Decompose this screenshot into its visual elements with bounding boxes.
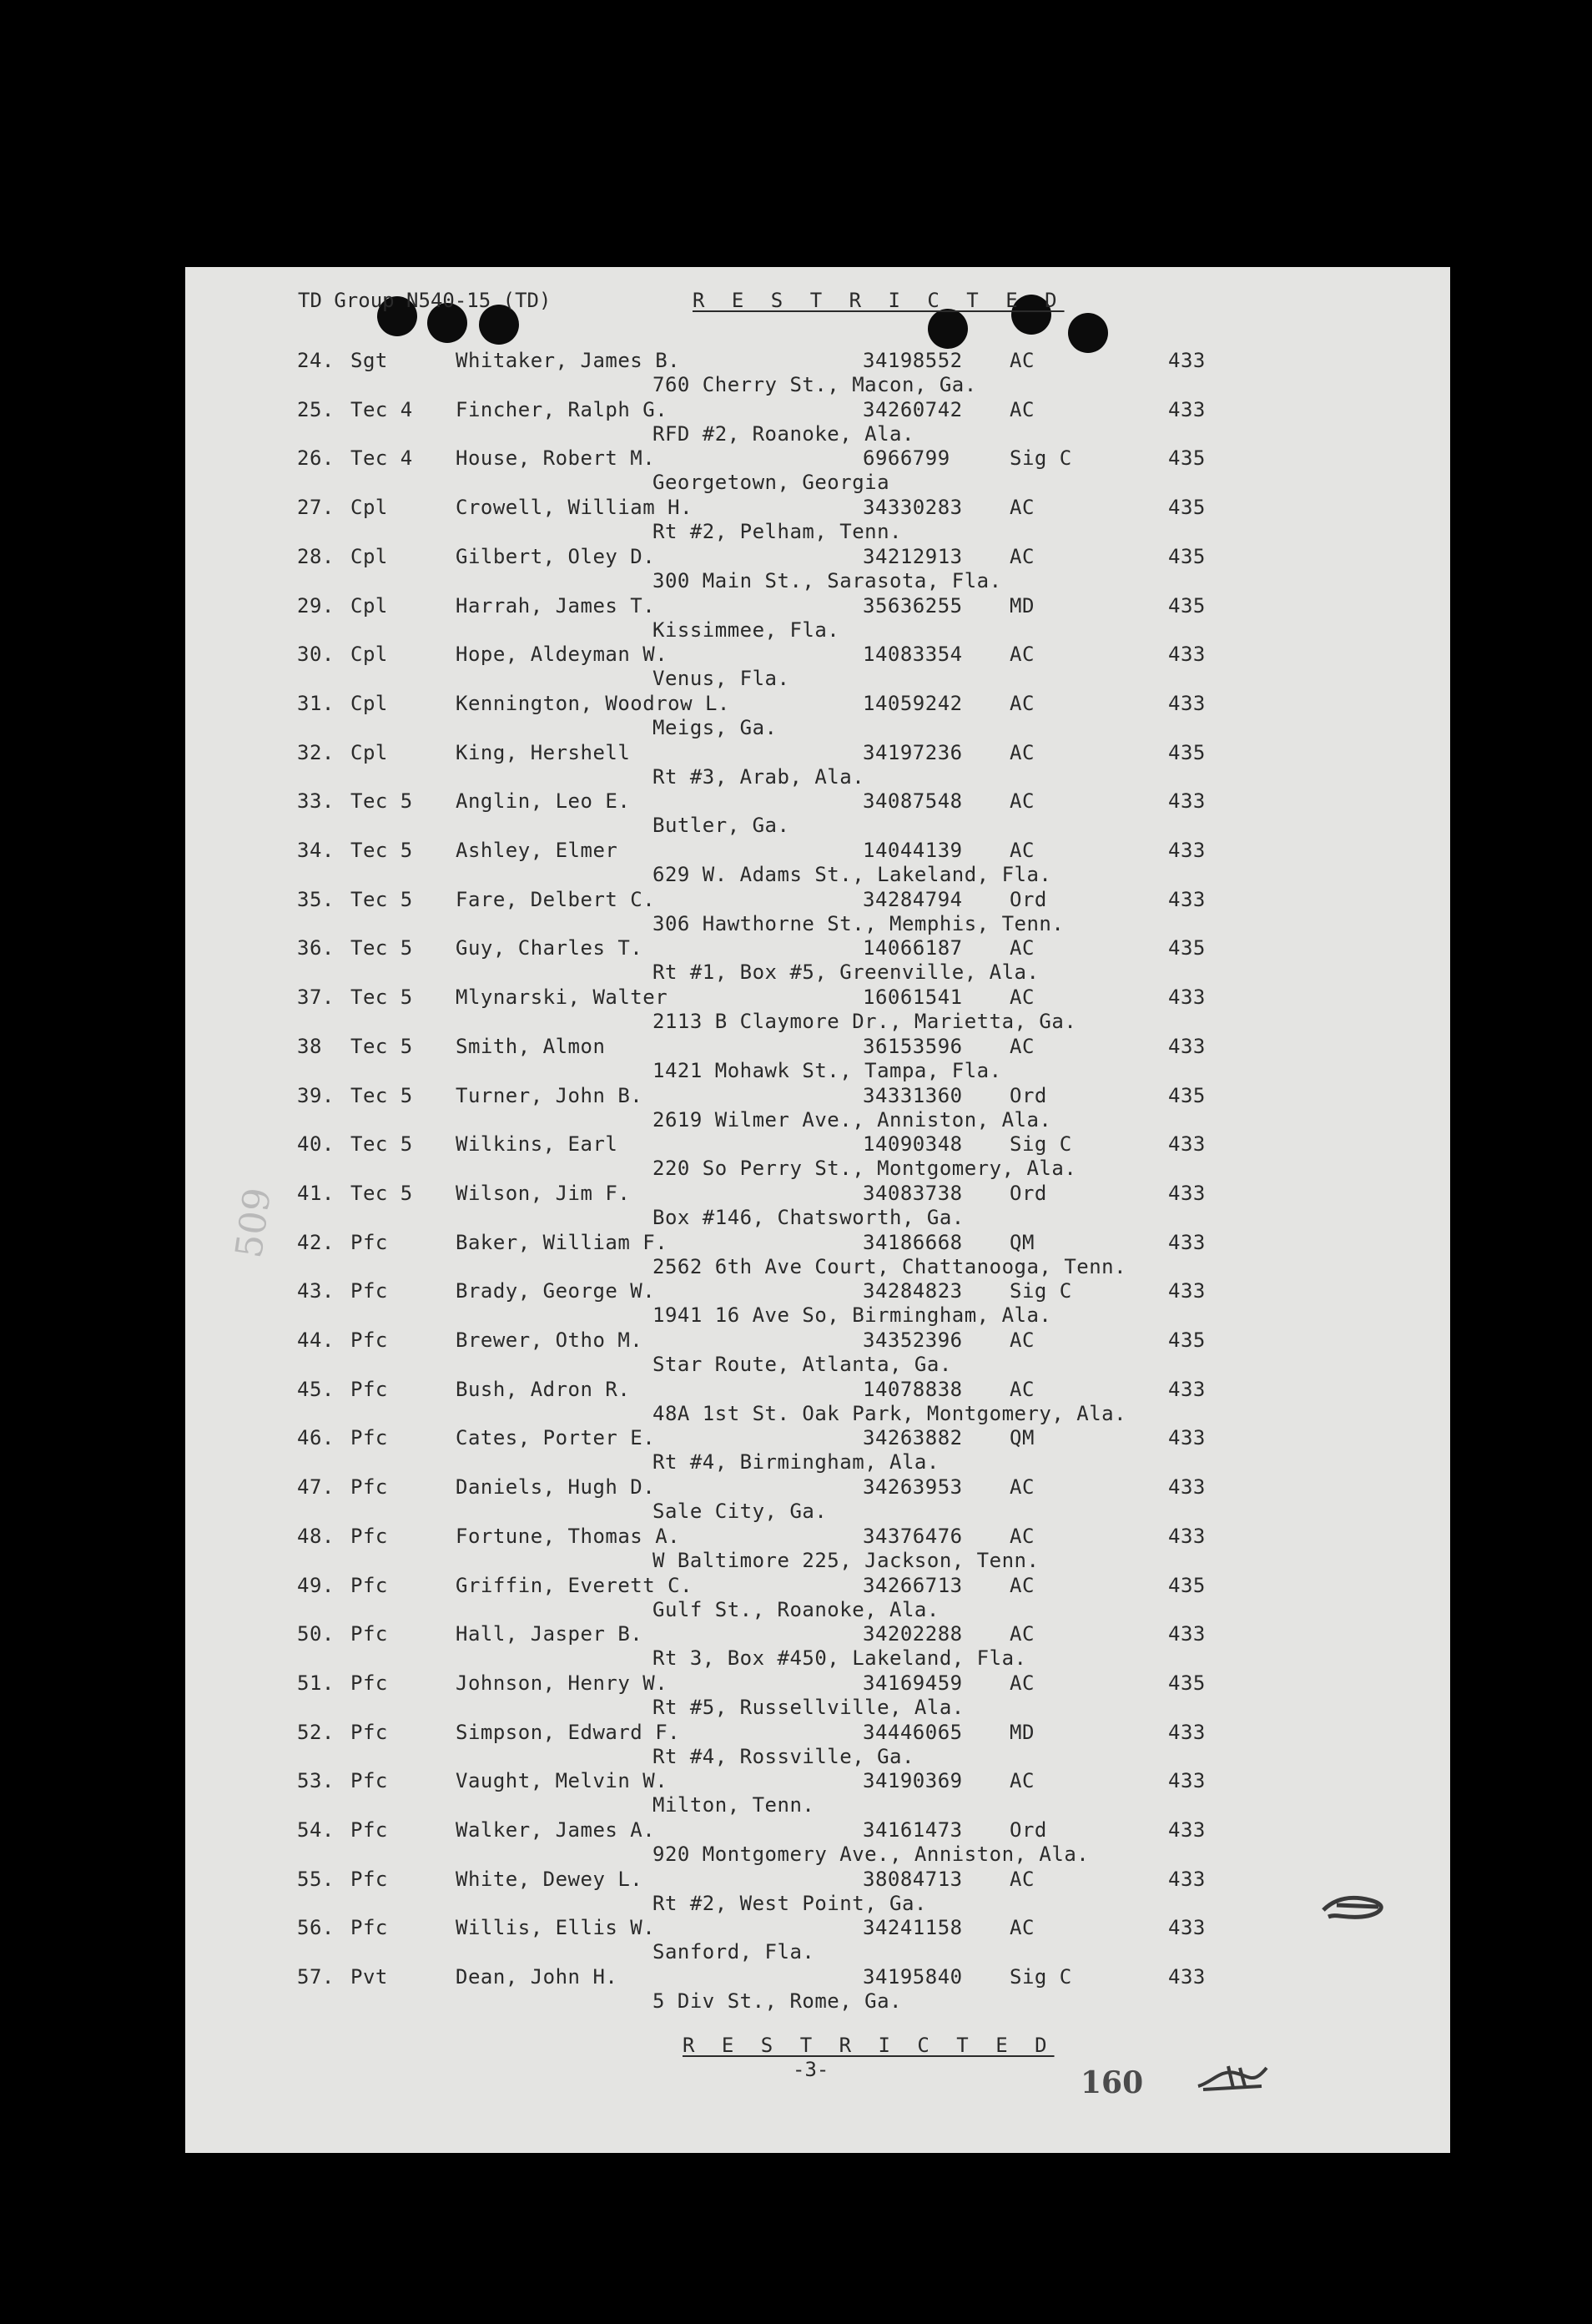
entry-name: Harrah, James T. [456,593,656,618]
entry-serial: 14090348 [863,1132,963,1157]
entry-serial: 14066187 [863,936,963,960]
entry-name: Guy, Charles T. [456,936,643,960]
entry-number: 39. [297,1083,335,1107]
entry-serial: 34186668 [863,1230,963,1254]
entry-branch: AC [1010,349,1035,372]
entry-name: House, Robert M. [456,446,656,471]
entry-name: Cates, Porter E. [456,1426,656,1450]
group-header: TD Group N540-15 (TD) [298,289,552,312]
entry-branch: AC [1010,1475,1035,1500]
entry-address: Rt #1, Box #5, Greenville, Ala. [652,960,1040,985]
entry-rank: Pfc [350,1671,388,1695]
entry-name: Vaught, Melvin W. [456,1769,668,1793]
entry-rank: Tec 4 [350,397,413,421]
entry-branch: Sig C [1010,1279,1072,1303]
entry-code: 435 [1168,740,1206,764]
classification-header: R E S T R I C T E D [693,289,1065,312]
entry-code: 435 [1168,1083,1206,1107]
entry-code: 433 [1168,1965,1206,1989]
entry-branch: AC [1010,496,1035,520]
entry-address: Rt #5, Russellville, Ala. [652,1695,965,1719]
entry-name: Fortune, Thomas A. [456,1524,681,1548]
entry-name: Fincher, Ralph G. [456,397,668,421]
entry-serial: 34212913 [863,544,963,568]
entry-address: 760 Cherry St., Macon, Ga. [652,373,977,396]
entry-branch: AC [1010,789,1035,814]
entry-branch: Ord [1010,1083,1047,1107]
entry-branch: AC [1010,643,1035,667]
entry-address: Rt 3, Box #450, Lakeland, Fla. [652,1646,1027,1671]
entry-serial: 34266713 [863,1573,963,1597]
entry-code: 433 [1168,1377,1206,1401]
entry-name: Willis, Ellis W. [456,1916,656,1940]
entry-rank: Tec 5 [350,936,413,960]
entry-rank: Pfc [350,1720,388,1744]
entry-serial: 34352396 [863,1328,963,1352]
entry-rank: Tec 5 [350,986,413,1010]
entry-number: 48. [297,1524,335,1548]
entry-code: 433 [1168,986,1206,1010]
entry-name: King, Hershell [456,740,631,764]
entry-number: 53. [297,1769,335,1793]
entry-serial: 34260742 [863,397,963,421]
entry-serial: 34161473 [863,1818,963,1842]
entry-branch: AC [1010,544,1035,568]
entry-rank: Tec 5 [350,839,413,862]
entry-branch: Ord [1010,1818,1047,1842]
entry-serial: 34331360 [863,1083,963,1107]
entry-code: 433 [1168,1720,1206,1744]
entry-address: 220 So Perry St., Montgomery, Ala. [652,1157,1077,1181]
entry-number: 24. [297,349,335,372]
entry-branch: AC [1010,1034,1035,1058]
entry-name: Gilbert, Oley D. [456,544,656,568]
entry-code: 433 [1168,1769,1206,1793]
entry-rank: Pfc [350,1818,388,1842]
entry-branch: AC [1010,1769,1035,1793]
entry-code: 433 [1168,1475,1206,1500]
entry-branch: AC [1010,397,1035,421]
entry-serial: 34202288 [863,1622,963,1646]
entry-serial: 14083354 [863,643,963,667]
entry-address: Butler, Ga. [652,814,790,838]
entry-branch: Sig C [1010,446,1072,471]
entry-name: Ashley, Elmer [456,839,618,862]
entry-number: 57. [297,1965,335,1989]
entry-branch: AC [1010,691,1035,715]
entry-address: Rt #4, Rossville, Ga. [652,1744,914,1768]
entry-branch: MD [1010,593,1035,618]
entry-number: 31. [297,691,335,715]
entry-branch: QM [1010,1230,1035,1254]
entry-branch: AC [1010,1573,1035,1597]
entry-number: 44. [297,1328,335,1352]
entry-address: Sale City, Ga. [652,1500,828,1524]
margin-note: 509 [227,1185,280,1261]
entry-number: 45. [297,1377,335,1401]
entry-number: 33. [297,789,335,814]
entry-branch: QM [1010,1426,1035,1450]
entry-address: Box #146, Chatsworth, Ga. [652,1205,965,1229]
entry-code: 435 [1168,1573,1206,1597]
entry-name: Johnson, Henry W. [456,1671,668,1695]
entry-address: Sanford, Fla. [652,1940,815,1964]
entry-code: 435 [1168,446,1206,471]
entry-rank: Pvt [350,1965,388,1989]
entry-name: Smith, Almon [456,1034,606,1058]
entry-serial: 34284823 [863,1279,963,1303]
entry-rank: Sgt [350,349,388,372]
entry-name: Fare, Delbert C. [456,887,656,911]
entry-serial: 36153596 [863,1034,963,1058]
entry-rank: Tec 5 [350,1181,413,1205]
entry-code: 433 [1168,691,1206,715]
entry-code: 435 [1168,936,1206,960]
entry-address: Gulf St., Roanoke, Ala. [652,1597,940,1621]
entry-code: 433 [1168,349,1206,372]
entry-serial: 34263882 [863,1426,963,1450]
entry-code: 433 [1168,1181,1206,1205]
entry-serial: 34284794 [863,887,963,911]
entry-branch: AC [1010,1622,1035,1646]
entry-branch: AC [1010,1671,1035,1695]
entry-number: 54. [297,1818,335,1842]
entry-address: 2619 Wilmer Ave., Anniston, Ala. [652,1107,1052,1132]
entry-name: Crowell, William H. [456,496,693,520]
initials-scribble [1195,2061,1270,2095]
entry-branch: AC [1010,1916,1035,1940]
entry-number: 46. [297,1426,335,1450]
punch-hole [928,309,968,349]
entry-branch: Sig C [1010,1965,1072,1989]
entry-name: Whitaker, James B. [456,349,681,372]
entry-rank: Pfc [350,1916,388,1940]
entry-number: 42. [297,1230,335,1254]
entry-rank: Cpl [350,544,388,568]
entry-address: W Baltimore 225, Jackson, Tenn. [652,1548,1040,1572]
entry-code: 433 [1168,1622,1206,1646]
entry-number: 25. [297,397,335,421]
entry-rank: Pfc [350,1769,388,1793]
entry-number: 36. [297,936,335,960]
entry-serial: 34263953 [863,1475,963,1500]
entry-rank: Pfc [350,1328,388,1352]
entry-name: Bush, Adron R. [456,1377,631,1401]
entry-rank: Pfc [350,1867,388,1891]
entry-address: Milton, Tenn. [652,1793,815,1817]
entry-number: 32. [297,740,335,764]
entry-serial: 34241158 [863,1916,963,1940]
entry-serial: 34197236 [863,740,963,764]
entry-branch: MD [1010,1720,1035,1744]
entry-name: Wilkins, Earl [456,1132,618,1157]
entry-number: 28. [297,544,335,568]
entry-serial: 34087548 [863,789,963,814]
entry-code: 433 [1168,1230,1206,1254]
entry-code: 435 [1168,1671,1206,1695]
entry-name: Wilson, Jim F. [456,1181,631,1205]
entry-serial: 6966799 [863,446,950,471]
entry-branch: AC [1010,839,1035,862]
entry-serial: 34198552 [863,349,963,372]
entry-number: 37. [297,986,335,1010]
entry-address: RFD #2, Roanoke, Ala. [652,421,914,446]
entry-name: Mlynarski, Walter [456,986,668,1010]
entry-code: 433 [1168,1867,1206,1891]
entry-rank: Tec 5 [350,1034,413,1058]
entry-number: 26. [297,446,335,471]
entry-name: White, Dewey L. [456,1867,643,1891]
document-page [185,267,1450,2153]
entry-rank: Pfc [350,1377,388,1401]
entry-address: 2113 B Claymore Dr., Marietta, Ga. [652,1010,1077,1034]
entry-name: Brewer, Otho M. [456,1328,643,1352]
page-number: -3- [793,2058,829,2081]
entry-branch: AC [1010,1867,1035,1891]
entry-rank: Cpl [350,593,388,618]
entry-number: 41. [297,1181,335,1205]
entry-number: 35. [297,887,335,911]
entry-number: 27. [297,496,335,520]
entry-rank: Tec 5 [350,1132,413,1157]
entry-code: 433 [1168,839,1206,862]
entry-code: 433 [1168,643,1206,667]
entry-address: Rt #2, Pelham, Tenn. [652,520,902,544]
entry-address: 1421 Mohawk St., Tampa, Fla. [652,1058,1002,1082]
entry-rank: Tec 5 [350,887,413,911]
entry-code: 435 [1168,496,1206,520]
stamp-number: 160 [1081,2065,1144,2100]
entry-address: Rt #2, West Point, Ga. [652,1891,927,1915]
entry-address: 629 W. Adams St., Lakeland, Fla. [652,863,1052,886]
entry-branch: AC [1010,740,1035,764]
entry-rank: Pfc [350,1622,388,1646]
entry-code: 433 [1168,397,1206,421]
entry-address: 1941 16 Ave So, Birmingham, Ala. [652,1303,1052,1328]
entry-serial: 34446065 [863,1720,963,1744]
entry-serial: 14078838 [863,1377,963,1401]
entry-rank: Pfc [350,1475,388,1500]
entry-code: 433 [1168,789,1206,814]
entry-branch: Sig C [1010,1132,1072,1157]
entry-serial: 34083738 [863,1181,963,1205]
entry-serial: 34376476 [863,1524,963,1548]
entry-name: Kennington, Woodrow L. [456,691,730,715]
entry-serial: 16061541 [863,986,963,1010]
entry-serial: 14059242 [863,691,963,715]
entry-branch: AC [1010,1524,1035,1548]
entry-address: 920 Montgomery Ave., Anniston, Ala. [652,1843,1090,1866]
entry-address: 5 Div St., Rome, Ga. [652,1989,902,2014]
entry-name: Turner, John B. [456,1083,643,1107]
entry-name: Walker, James A. [456,1818,656,1842]
entry-branch: Ord [1010,887,1047,911]
entry-rank: Tec 5 [350,789,413,814]
entry-address: 48A 1st St. Oak Park, Montgomery, Ala. [652,1401,1127,1425]
entry-branch: AC [1010,986,1035,1010]
entry-address: 306 Hawthorne St., Memphis, Tenn. [652,911,1065,935]
entry-address: Kissimmee, Fla. [652,618,840,642]
entry-number: 49. [297,1573,335,1597]
entry-branch: AC [1010,936,1035,960]
entry-serial: 34195840 [863,1965,963,1989]
entry-serial: 34169459 [863,1671,963,1695]
entry-rank: Tec 5 [350,1083,413,1107]
entry-code: 433 [1168,1916,1206,1940]
entry-rank: Pfc [350,1279,388,1303]
margin-scribble [1320,1890,1387,1923]
entry-rank: Pfc [350,1426,388,1450]
entry-code: 433 [1168,1132,1206,1157]
entry-rank: Tec 4 [350,446,413,471]
entry-rank: Pfc [350,1230,388,1254]
entry-number: 43. [297,1279,335,1303]
entry-rank: Cpl [350,496,388,520]
entry-number: 55. [297,1867,335,1891]
entry-name: Brady, George W. [456,1279,656,1303]
entry-rank: Pfc [350,1573,388,1597]
entry-code: 433 [1168,1279,1206,1303]
entry-code: 433 [1168,1818,1206,1842]
entry-name: Dean, John H. [456,1965,618,1989]
entry-code: 435 [1168,544,1206,568]
entry-number: 29. [297,593,335,618]
entry-number: 34. [297,839,335,862]
entry-number: 40. [297,1132,335,1157]
entry-name: Hope, Aldeyman W. [456,643,668,667]
entry-rank: Pfc [350,1524,388,1548]
entry-name: Griffin, Everett C. [456,1573,693,1597]
entry-name: Anglin, Leo E. [456,789,631,814]
entry-address: Star Route, Atlanta, Ga. [652,1353,952,1376]
entry-code: 433 [1168,887,1206,911]
entry-address: Rt #4, Birmingham, Ala. [652,1450,940,1475]
entry-number: 30. [297,643,335,667]
entry-number: 51. [297,1671,335,1695]
entry-serial: 38084713 [863,1867,963,1891]
entry-address: Venus, Fla. [652,667,790,691]
entry-name: Baker, William F. [456,1230,668,1254]
entry-code: 435 [1168,593,1206,618]
entry-rank: Cpl [350,740,388,764]
entry-name: Simpson, Edward F. [456,1720,681,1744]
entry-serial: 14044139 [863,839,963,862]
entry-address: Meigs, Ga. [652,715,778,739]
entry-rank: Cpl [350,643,388,667]
entry-serial: 34190369 [863,1769,963,1793]
entry-serial: 34330283 [863,496,963,520]
entry-branch: AC [1010,1328,1035,1352]
punch-hole [1068,313,1108,353]
entry-number: 56. [297,1916,335,1940]
entry-number: 47. [297,1475,335,1500]
entry-address: 300 Main St., Sarasota, Fla. [652,568,1002,592]
entry-code: 433 [1168,1524,1206,1548]
entry-address: Georgetown, Georgia [652,471,890,495]
entry-code: 435 [1168,1328,1206,1352]
entry-serial: 35636255 [863,593,963,618]
entry-address: 2562 6th Ave Court, Chattanooga, Tenn. [652,1254,1127,1278]
entry-number: 50. [297,1622,335,1646]
entry-name: Hall, Jasper B. [456,1622,643,1646]
entry-name: Daniels, Hugh D. [456,1475,656,1500]
entry-branch: AC [1010,1377,1035,1401]
entry-number: 38 [297,1034,322,1058]
entry-branch: Ord [1010,1181,1047,1205]
entry-rank: Cpl [350,691,388,715]
entry-number: 52. [297,1720,335,1744]
entry-code: 433 [1168,1034,1206,1058]
entry-address: Rt #3, Arab, Ala. [652,764,865,789]
classification-footer: R E S T R I C T E D [683,2034,1055,2057]
entry-code: 433 [1168,1426,1206,1450]
